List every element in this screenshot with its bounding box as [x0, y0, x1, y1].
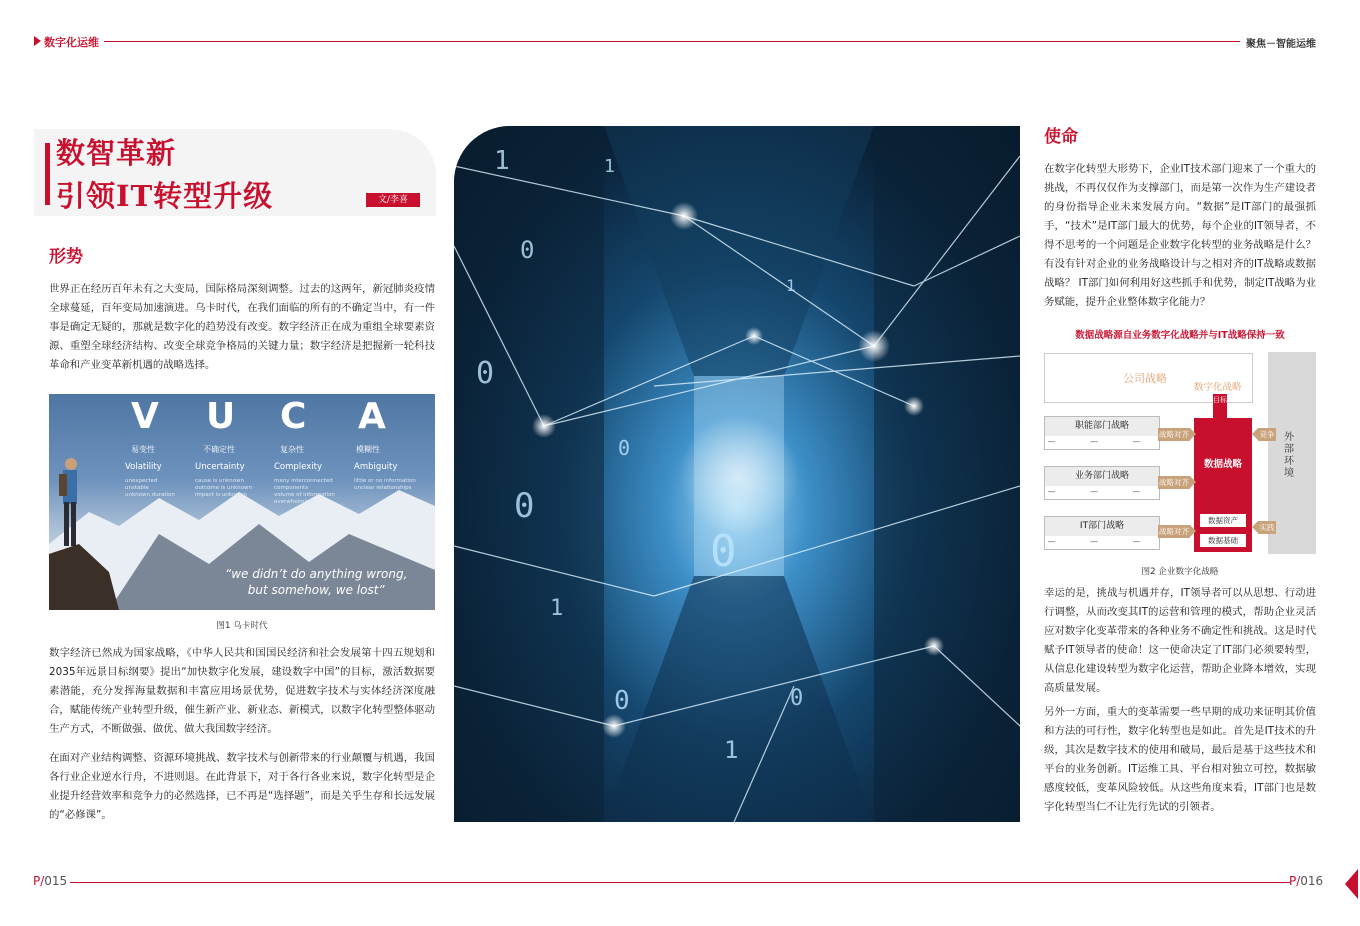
header-rule [104, 41, 1240, 42]
binary-digit: 1 [604, 156, 615, 177]
next-page-arrow-icon[interactable] [1345, 869, 1358, 899]
article-title-line1: 数智革新 [56, 136, 177, 170]
vuca-cn-volatility: 易变性 [131, 445, 155, 454]
paragraph-national-strategy: 数字经济已然成为国家战略，《中华人民共和国国民经济和社会发展第十四五规划和2035年远景目标纲要》提出“加快数字化发展，建设数字中国”的目标，激活数据要素潜能，充分发挥海量数据和丰富应用场景优势，促进数字技术与实体经济深度融合，赋能传统产业转型升级，催生新产业、新业态、新模式，以数字化转型整体驱动生产方式，不断做强、做优、做大我国数字经济。 [49, 647, 435, 735]
network-lines-graphic [454, 126, 1020, 822]
company-strategy-label: 公司战略 [1123, 372, 1167, 385]
page-num: 016 [1300, 874, 1324, 888]
data-assets-label: 数据资产 [1200, 514, 1246, 527]
vuca-en-complexity: Complexity [274, 462, 323, 472]
footer-rule [70, 882, 1290, 883]
it-dashes: — — — [1047, 537, 1157, 546]
binary-digit: 0 [614, 686, 630, 716]
functional-dashes: — — — [1047, 437, 1157, 446]
figure2-caption: 图2 企业数字化战略 [1141, 567, 1219, 577]
compete-tag: 竞争 [1259, 430, 1275, 439]
vuca-letter-c: C [280, 396, 307, 437]
data-strategy-label: 数据战略 [1203, 459, 1242, 470]
arrow-right-icon [1190, 476, 1196, 488]
title-accent-bar [45, 143, 50, 205]
goal-tag: 目标 [1213, 394, 1227, 418]
vuca-cn-ambiguity: 模糊性 [356, 445, 380, 454]
page-num: 015 [44, 874, 68, 888]
vuca-letter-u: U [206, 396, 236, 437]
header-section: 数字化运维 [44, 36, 99, 49]
align-tag-2: 战略对齐 [1159, 478, 1189, 487]
vuca-sub-ambiguity: little or no information unclear relationships [354, 478, 416, 491]
align-tag-3: 战略对齐 [1159, 527, 1189, 536]
practice-tag: 实践 [1259, 523, 1275, 532]
vuca-en-uncertainty: Uncertainty [195, 462, 245, 472]
vuca-en-volatility: Volatility [125, 462, 162, 472]
binary-digit: 1 [724, 736, 739, 764]
page-number-right [1289, 874, 1323, 888]
external-environment-label: 外部环境 [1284, 432, 1294, 479]
binary-digit: 1 [786, 276, 796, 295]
data-strategy-block [1194, 418, 1252, 552]
it-strategy-box [1044, 516, 1160, 550]
business-dashes: — — — [1047, 487, 1157, 496]
binary-digit: 1 [494, 146, 510, 176]
section-title-mission: 使命 [1044, 127, 1078, 147]
digital-strategy-label: 数字化战略 [1194, 382, 1242, 393]
vuca-figure [49, 394, 435, 610]
business-strategy-box [1044, 466, 1160, 500]
article-title-line2: 引领IT转型升级 [56, 179, 274, 213]
paragraph-industry: 在面对产业结构调整、资源环境挑战、数字技术与创新带来的行业颠覆与机遇，我国各行业企业逆水行舟，不进则退。在此背景下，对于各行各业来说，数字化转型是企业提升经营效率和竞争力的必然选择，已不再是“选择题”，而是关乎生存和长远发展的“必修课”。 [49, 752, 435, 821]
vuca-cn-complexity: 复杂性 [280, 445, 304, 454]
section-title-situation: 形势 [49, 247, 83, 267]
page-number-left [33, 874, 67, 888]
it-strategy-label: IT部门战略 [1045, 517, 1159, 536]
functional-strategy-box [1044, 416, 1160, 450]
vuca-quote-line1: “we didn’t do anything wrong, [225, 567, 408, 581]
arrow-right-icon [1190, 428, 1196, 440]
functional-strategy-label: 职能部门战略 [1045, 417, 1159, 436]
binary-digit: 0 [514, 486, 535, 526]
data-foundation-label: 数据基础 [1200, 534, 1246, 547]
vuca-sub-uncertainty: cause is unknown outcome is unknown impact is unknown [195, 478, 253, 498]
page-prefix: P/ [33, 874, 45, 888]
paragraph-it-leader: 另外一方面，重大的变革需要一些早期的成功来证明其价值和方法的可行性，数字化转型也是如此。首先是IT技术的升级，其次是数字技术的使用和破局，最后是基于这些技术和平台的业务创新。IT运维工具、平台相对独立可控，数据敏感度较低，变革风险较低。从这些角度来看，IT部门也是数字化转型当仁不让先行先试的引领者。 [1044, 706, 1316, 813]
vuca-cn-uncertainty: 不确定性 [203, 445, 235, 454]
arrow-right-icon [1190, 525, 1196, 537]
paragraph-mission: 在数字化转型大形势下，企业IT技术部门迎来了一个重大的挑战，不再仅仅作为支撑部门，而是第一次作为生产建设者的身份指导企业未来发展方向。“数据”是IT部门的最强抓手，“技术”是IT部门最大的优势，每个企业的IT领导者，不得不思考的一个问题是企业数字化转型的业务战略是什么？有没有针对企业的业务战略设计与之相对齐的IT战略或数据战略？ IT部门如何利用好这些抓手和优势，制定IT战略为业务赋能，提升企业整体数字化能力？ [1044, 163, 1316, 308]
binary-digit: 0 [618, 436, 631, 460]
vuca-quote-line2: but somehow, we lost” [247, 583, 385, 597]
vuca-en-ambiguity: Ambiguity [354, 462, 398, 472]
figure1-caption: 图1 乌卡时代 [216, 621, 268, 631]
binary-digit: 1 [550, 596, 564, 621]
paragraph-opportunity: 幸运的是，挑战与机遇并存，IT领导者可以从思想、行动进行调整，从而改变其IT的运营和管理的模式，帮助企业灵活应对数字化变革带来的各种业务不确定性和挑战。这是时代赋予IT领导者的使命！这一使命决定了IT部门必须要转型，从信息化建设转型为数字化运营，帮助企业降本增效，实现高质量发展。 [1044, 587, 1316, 694]
binary-digit: 0 [520, 236, 535, 264]
header-marker-icon [34, 36, 41, 46]
paragraph-situation: 世界正在经历百年未有之大变局，国际格局深刻调整。过去的这两年，新冠肺炎疫情全球蔓延，百年变局加速演进。乌卡时代，在我们面临的所有的不确定当中，有一件事是确定无疑的，那就是数字化的趋势没有改变。数字经济正在成为重组全球要素资源、重塑全球经济结构、改变全球竞争格局的关键力量；数字经济是把握新一轮科技革命和产业变革新机遇的战略选择。 [49, 283, 435, 371]
business-strategy-label: 业务部门战略 [1045, 467, 1159, 486]
vuca-sub-complexity: many interconnected components volume of information overwhelming [274, 478, 335, 505]
vuca-letter-a: A [358, 396, 386, 437]
page-prefix: P/ [1289, 874, 1301, 888]
diagram-title: 数据战略源自业务数字化战略并与IT战略保持一致 [1075, 330, 1285, 341]
digital-strategy-diagram [1044, 352, 1316, 554]
align-tag-1: 战略对齐 [1159, 430, 1189, 439]
vuca-quote [225, 566, 407, 598]
header-column: 聚焦－智能运维 [1246, 39, 1316, 50]
vuca-sub-volatility: unexpected unstable unknown duration [125, 478, 175, 498]
binary-digit: 0 [476, 356, 495, 391]
binary-digit: 0 [710, 526, 737, 577]
binary-digit: 0 [790, 686, 804, 711]
author-badge: 文/李喜 [366, 193, 420, 207]
data-center-photo [454, 126, 1020, 822]
vuca-letter-v: V [131, 396, 159, 437]
